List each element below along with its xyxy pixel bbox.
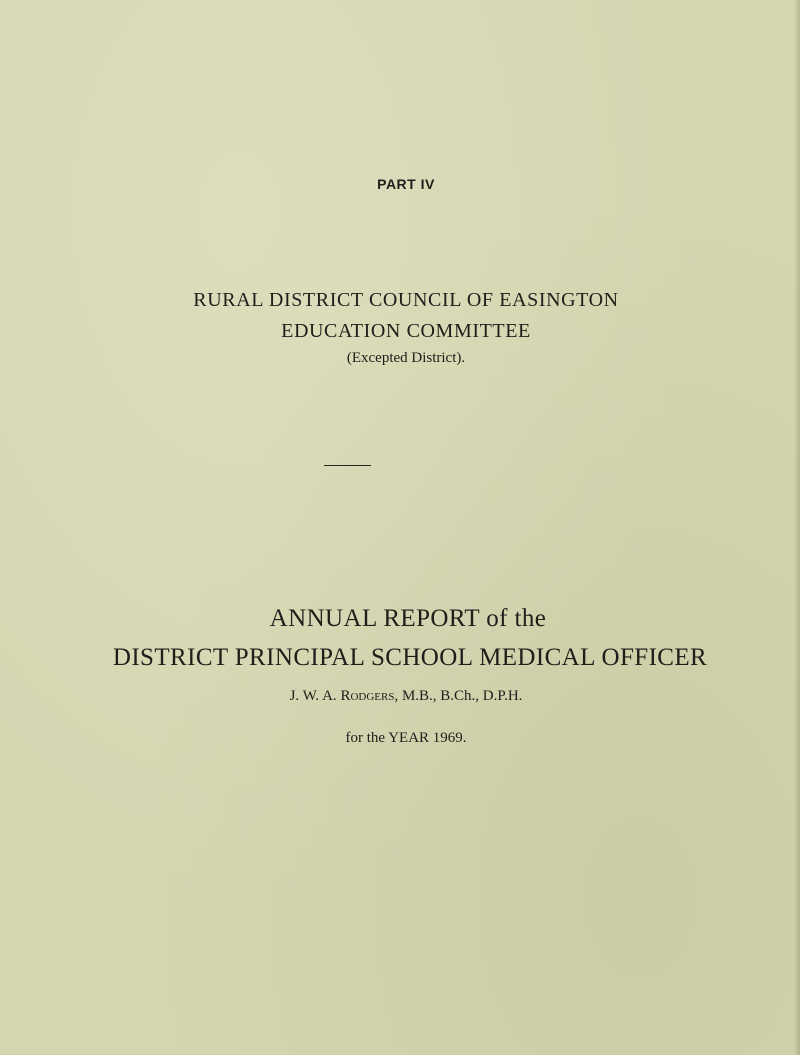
report-year: for the YEAR 1969. <box>345 730 467 746</box>
page-edge-shadow <box>794 0 800 1055</box>
part-heading: PART IV <box>377 176 435 192</box>
committee-title: EDUCATION COMMITTEE <box>281 320 531 342</box>
author-qualifications: M.B., B.Ch., D.P.H. <box>401 688 523 704</box>
report-title-line1: ANNUAL REPORT of the <box>269 605 547 632</box>
council-title: RURAL DISTRICT COUNCIL OF EASINGTON <box>193 289 619 311</box>
author-initials: J. W. A. <box>289 688 337 704</box>
section-divider <box>324 465 371 466</box>
author-surname: Rodgers, <box>340 688 399 704</box>
report-title-line2: DISTRICT PRINCIPAL SCHOOL MEDICAL OFFICER <box>112 644 708 671</box>
district-note: (Excepted District). <box>346 350 466 366</box>
author-line <box>6 688 800 705</box>
